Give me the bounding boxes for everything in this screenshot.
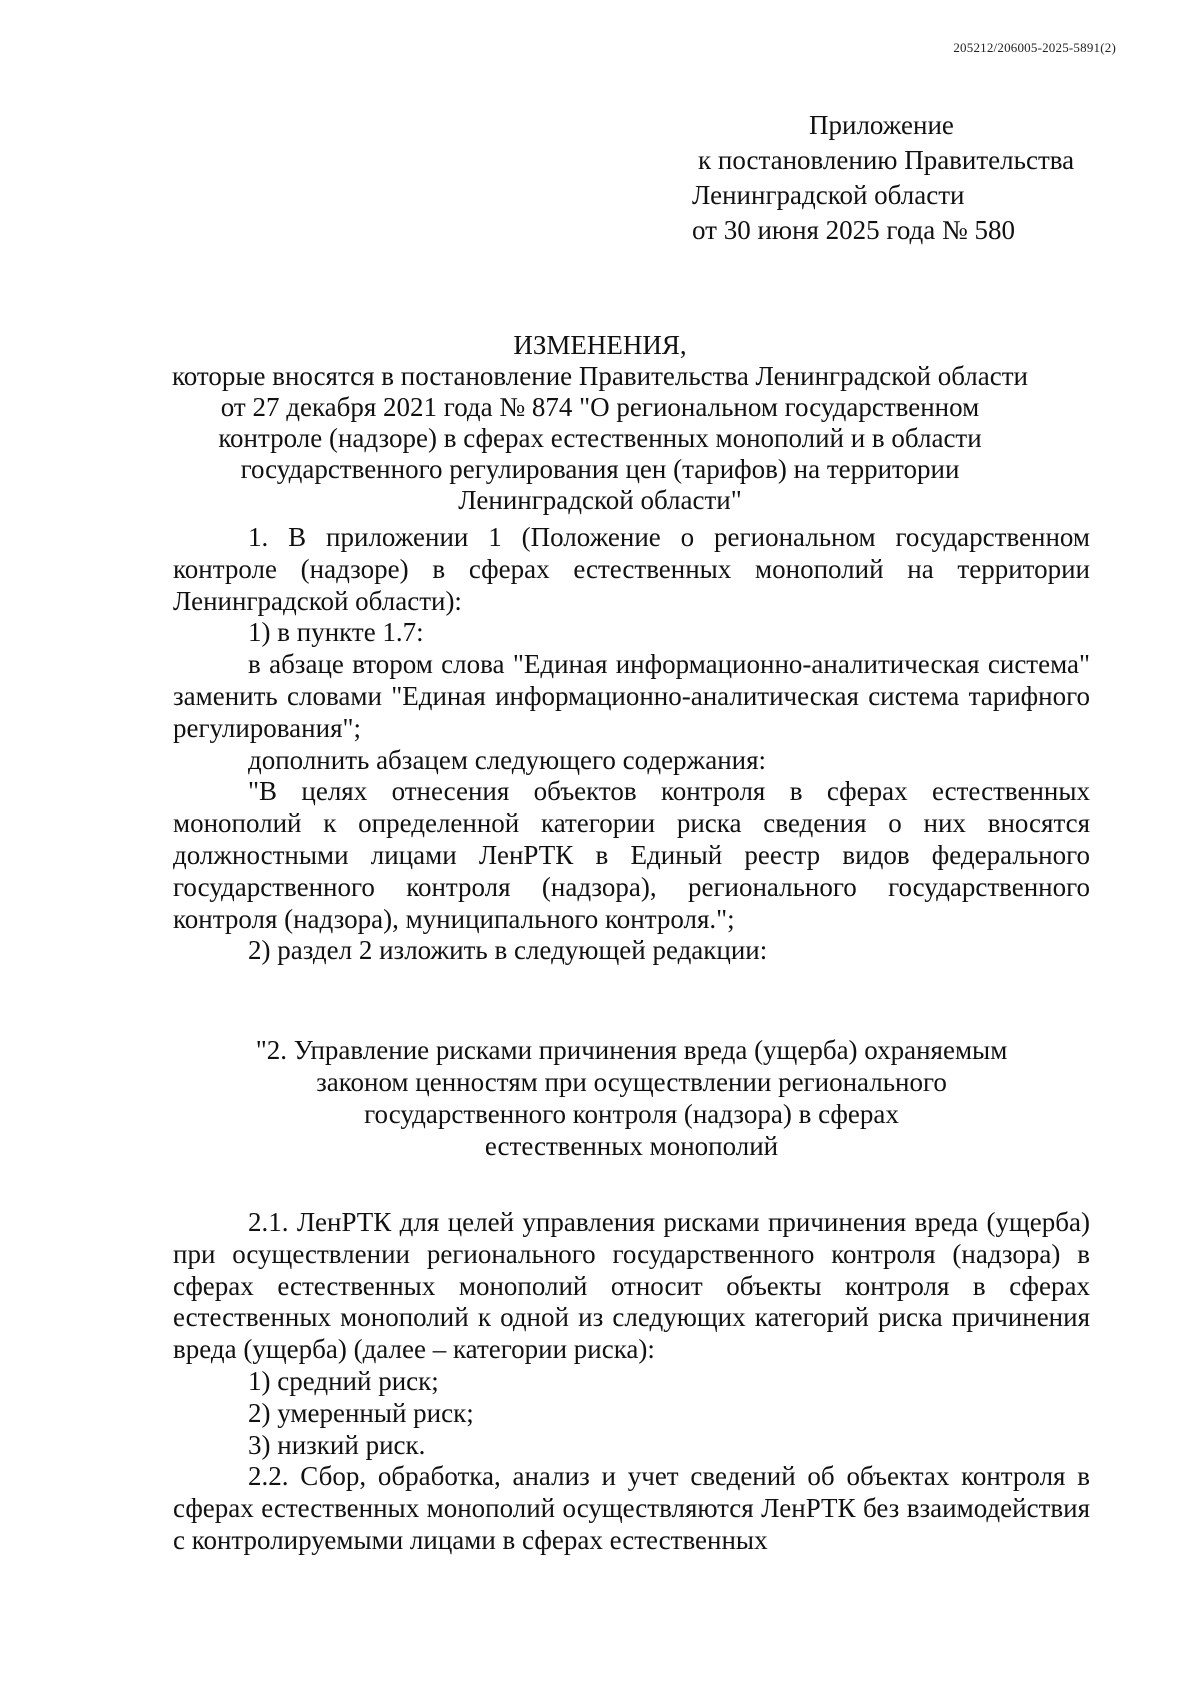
- paragraph: 2.2. Сбор, обработка, анализ и учет сведений об объектах контроля в сферах естественных монополий осуществляются ЛенРТК без взаимодействия с контролируемыми лицами в сферах естественных: [173, 1461, 1090, 1555]
- appendix-line: от 30 июня 2025 года № 580: [692, 215, 1016, 245]
- paragraph: 1. В приложении 1 (Положение о региональном государственном контроле (надзоре) в сферах естественных монополий на территории Ленинградской области):: [173, 522, 1090, 616]
- title-heading: ИЗМЕНЕНИЯ,: [513, 330, 687, 360]
- section-title: [173, 1034, 1090, 1162]
- paragraph: 1) в пункте 1.7:: [248, 617, 424, 648]
- section-title-line: естественных монополий: [484, 1131, 779, 1161]
- paragraph: дополнить абзацем следующего содержания:: [248, 744, 767, 775]
- paragraph: 2) раздел 2 изложить в следующей редакции:: [248, 935, 768, 966]
- title-subline: которые вносятся в постановление Правительства Ленинградской области: [171, 361, 1028, 391]
- paragraph: 1) средний риск;: [248, 1365, 439, 1396]
- paragraph: в абзаце втором слова "Единая информационно-аналитическая система" заменить словами "Единая информационно-аналитическая система тарифного регулирования";: [173, 649, 1090, 743]
- body-part-1: [173, 522, 1090, 967]
- section-title-line: законом ценностям при осуществлении регионального: [316, 1067, 947, 1097]
- appendix-line: Ленинградской области: [692, 180, 965, 210]
- title-subline: государственного регулирования цен (тарифов) на территории: [240, 454, 960, 484]
- document-title: [0, 330, 1200, 516]
- section-title-line: "2. Управление рисками причинения вреда (ущерба) охраняемым: [255, 1035, 1008, 1065]
- body-part-2: [173, 1207, 1090, 1557]
- appendix-line: Приложение: [809, 110, 954, 140]
- appendix-block: [692, 108, 1074, 248]
- registration-number: 205212/206005-2025-5891(2): [953, 40, 1116, 55]
- paragraph: 3) низкий риск.: [248, 1429, 426, 1460]
- title-subline: от 27 декабря 2021 года № 874 "О региональном государственном: [220, 392, 980, 422]
- title-subline: контроле (надзоре) в сферах естественных монополий и в области: [218, 423, 982, 453]
- paragraph: 2) умеренный риск;: [248, 1397, 474, 1428]
- paragraph: 2.1. ЛенРТК для целей управления рисками причинения вреда (ущерба) при осуществлении регионального государственного контроля (надзора) в сферах естественных монополий относит объекты контроля в сферах естественных монополий к одной из следующих категорий риска причинения вреда (ущерба) (далее – категории риска):: [173, 1207, 1090, 1365]
- paragraph: "В целях отнесения объектов контроля в сферах естественных монополий к определенной категории риска сведения о них вносятся должностными лицами ЛенРТК в Единый реестр видов федерального государственного контроля (надзора), регионального государственного контроля (надзора), муниципального контроля.";: [173, 776, 1090, 934]
- title-subline: Ленинградской области": [458, 485, 742, 515]
- section-title-line: государственного контроля (надзора) в сферах: [364, 1099, 899, 1129]
- appendix-line: к постановлению Правительства: [698, 145, 1075, 175]
